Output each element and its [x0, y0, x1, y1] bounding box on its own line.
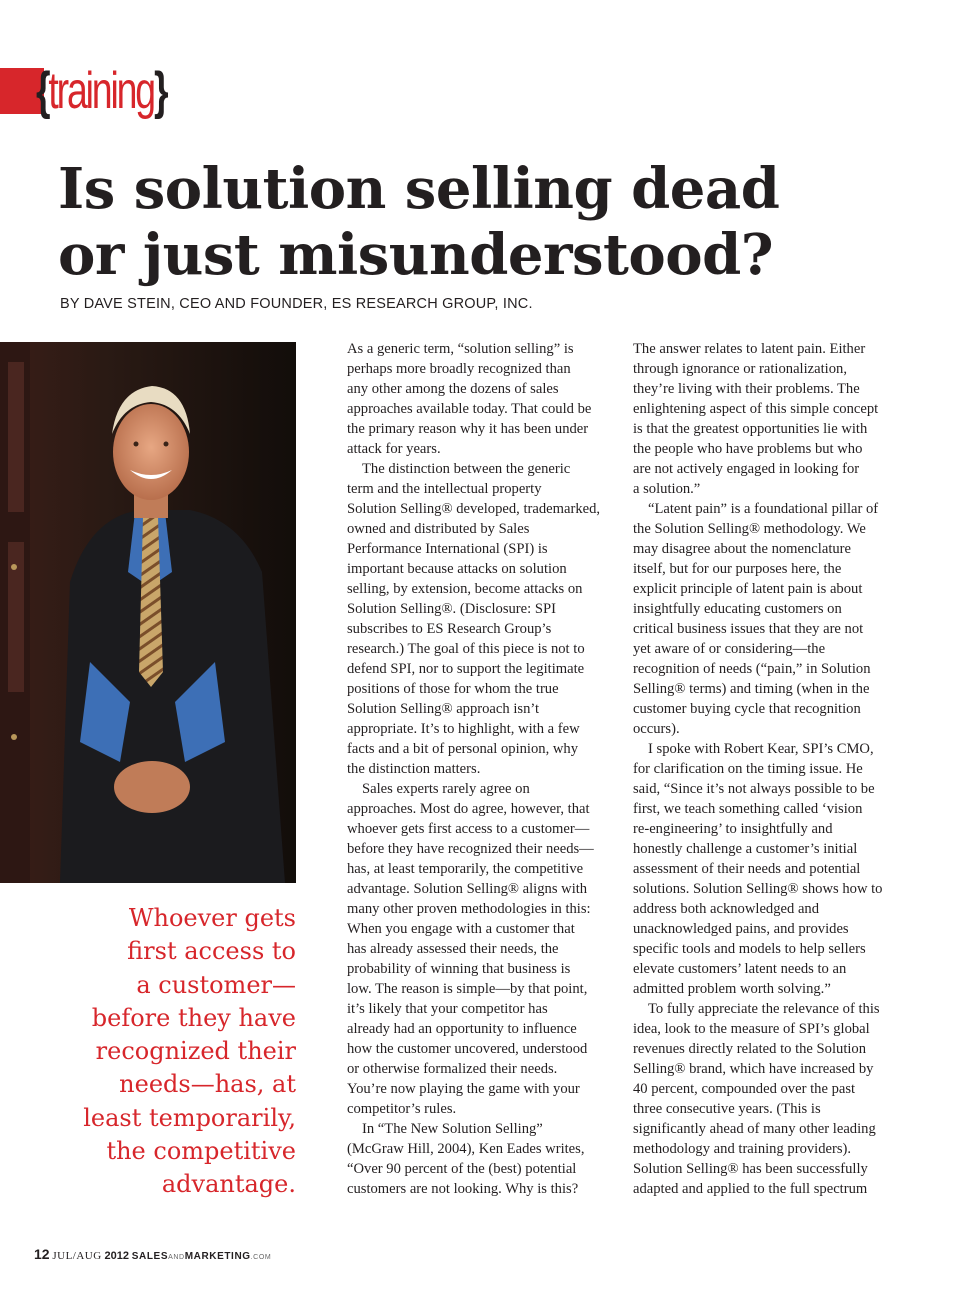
- text-line: already had an opportunity to influence: [347, 1021, 577, 1037]
- text-line: low. The reason is simple—by that point,: [347, 981, 588, 997]
- pull-quote-line: least temporarily,: [83, 1103, 296, 1132]
- text-line: how the customer uncovered, understood: [347, 1041, 588, 1057]
- text-line: customers are not looking. Why is this?: [347, 1181, 579, 1197]
- text-line: are not actively engaged in looking for: [633, 461, 860, 477]
- text-line: As a generic term, “solution selling” is: [347, 341, 574, 357]
- text-line: assessment of their needs and potential: [633, 861, 861, 877]
- text-line: or otherwise formalized their needs.: [347, 1061, 558, 1077]
- text-line: yet aware of or considering—the: [633, 641, 826, 657]
- text-line: first, we teach something called ‘vision: [633, 801, 863, 817]
- text-line: it’s likely that your competitor has: [347, 1001, 548, 1017]
- text-line: explicit principle of latent pain is about: [633, 581, 863, 597]
- text-line: address both acknowledged and: [633, 901, 820, 917]
- text-line: said, “Since it’s not always possible to be: [633, 781, 875, 797]
- byline: BY DAVE STEIN, CEO AND FOUNDER, ES RESEARCH GROUP, INC.: [60, 296, 533, 312]
- text-line: term and the intellectual property: [347, 481, 542, 497]
- headline-line: Is solution selling dead: [58, 156, 780, 222]
- text-line: Performance International (SPI) is: [347, 541, 548, 557]
- text-line: important because attacks on solution: [347, 561, 567, 577]
- text-line: approaches. Most do agree, however, that: [347, 801, 590, 817]
- text-line: probability of winning that business is: [347, 961, 571, 977]
- text-line: idea, look to the measure of SPI’s global: [633, 1021, 870, 1037]
- text-line: I spoke with Robert Kear, SPI’s CMO,: [648, 741, 874, 757]
- text-line: Solution Selling® approach isn’t: [347, 701, 540, 717]
- text-line: revenues directly related to the Solution: [633, 1041, 867, 1057]
- text-line: before they have recognized their needs—: [347, 841, 594, 857]
- pull-quote-line: advantage.: [161, 1170, 296, 1199]
- pull-quote-line: a customer—: [136, 970, 296, 999]
- text-line: attack for years.: [347, 441, 441, 457]
- text-line: The distinction between the generic: [362, 461, 571, 477]
- author-photo: [0, 342, 296, 883]
- text-line: honestly challenge a customer’s initial: [633, 841, 858, 857]
- text-line: To fully appreciate the relevance of this: [648, 1001, 880, 1017]
- text-line: the primary reason why it has been under: [347, 421, 589, 437]
- text-line: the Solution Selling® methodology. We: [633, 521, 866, 537]
- pull-quote-line: needs—has, at: [119, 1070, 296, 1099]
- pull-quote: [50, 902, 296, 1202]
- section-label-text: training: [48, 62, 154, 120]
- body-paragraph: [633, 499, 909, 739]
- text-line: You’re now playing the game with your: [347, 1081, 580, 1097]
- page-number: 12: [34, 1246, 50, 1262]
- pull-quote-line: first access to: [127, 937, 296, 966]
- text-line: insightfully educating customers on: [633, 601, 842, 617]
- text-line: Solution Selling® developed, trademarked,: [347, 501, 601, 517]
- text-line: perhaps more broadly recognized than: [347, 361, 571, 377]
- section-close-bracket: }: [153, 62, 167, 120]
- text-line: appropriate. It’s to highlight, with a few: [347, 721, 580, 737]
- text-line: many other proven methodologies in this:: [347, 901, 591, 917]
- text-line: has already assessed their needs, the: [347, 941, 559, 957]
- pull-quote-line: Whoever gets: [128, 904, 296, 932]
- pull-quote-line: before they have: [91, 1003, 296, 1032]
- text-line: whoever gets first access to a customer—: [347, 821, 590, 837]
- text-line: subscribes to ES Research Group’s: [347, 621, 552, 637]
- text-line: specific tools and models to help sellers: [633, 941, 866, 957]
- body-paragraph: [633, 739, 909, 999]
- body-column-1: [347, 339, 623, 1199]
- text-line: The answer relates to latent pain. Either: [633, 341, 866, 357]
- text-line: Solution Selling®. (Disclosure: SPI: [347, 601, 556, 617]
- text-line: defend SPI, nor to support the legitimate: [347, 661, 585, 677]
- text-line: recognition of needs (“pain,” in Solution: [633, 661, 871, 677]
- text-line: “Over 90 percent of the (best) potential: [347, 1161, 577, 1177]
- text-line: Selling® brand, which have increased by: [633, 1061, 874, 1077]
- body-column-2: [633, 339, 909, 1199]
- body-paragraph: [347, 779, 623, 1119]
- text-line: any other among the dozens of sales: [347, 381, 559, 397]
- text-line: significantly ahead of many other leading: [633, 1121, 876, 1137]
- text-line: facts and a bit of personal opinion, why: [347, 741, 579, 757]
- text-line: solutions. Solution Selling® shows how to: [633, 881, 883, 897]
- text-line: is that the greatest opportunities lie with: [633, 421, 868, 437]
- text-line: (McGraw Hill, 2004), Ken Eades writes,: [347, 1141, 585, 1157]
- text-line: positions of those for whom the true: [347, 681, 559, 697]
- text-line: When you engage with a customer that: [347, 921, 575, 937]
- issue-year: 2012: [104, 1250, 129, 1262]
- issue-date: JUL/AUG: [52, 1250, 102, 1262]
- text-line: the distinction matters.: [347, 761, 481, 777]
- pull-quote-line: recognized their: [95, 1037, 296, 1066]
- text-line: competitor’s rules.: [347, 1101, 457, 1117]
- text-line: In “The New Solution Selling”: [362, 1121, 543, 1137]
- text-line: through ignorance or rationalization,: [633, 361, 847, 377]
- text-line: itself, but for our purposes here, the: [633, 561, 842, 577]
- text-line: unacknowledged pains, and provides: [633, 921, 849, 937]
- text-line: Sales experts rarely agree on: [362, 781, 530, 797]
- text-line: 40 percent, compounded over the past: [633, 1081, 856, 1097]
- text-line: advantage. Solution Selling® aligns with: [347, 881, 588, 897]
- text-line: may disagree about the nomenclature: [633, 541, 852, 557]
- text-line: re-engineering’ to insightfully and: [633, 821, 833, 837]
- pull-quote-line: the competitive: [106, 1137, 296, 1166]
- text-line: approaches available today. That could be: [347, 401, 592, 417]
- text-line: three consecutive years. (This is: [633, 1101, 821, 1117]
- text-line: critical business issues that they are not: [633, 621, 864, 637]
- text-line: methodology and training providers).: [633, 1141, 852, 1157]
- text-line: for clarification on the timing issue. He: [633, 761, 863, 777]
- text-line: enlightening aspect of this simple concept: [633, 401, 879, 417]
- body-paragraph: [347, 339, 623, 459]
- section-label: [36, 58, 166, 124]
- text-line: Solution Selling® has been successfully: [633, 1161, 868, 1177]
- text-line: adapted and applied to the full spectrum: [633, 1181, 868, 1197]
- text-line: Selling® terms) and timing (when in the: [633, 681, 870, 697]
- publication-brand: SALESANDMARKETING.COM: [131, 1251, 272, 1262]
- headline-line: or just misunderstood?: [58, 222, 774, 288]
- text-line: “Latent pain” is a foundational pillar of: [648, 501, 879, 517]
- body-paragraph: [633, 339, 909, 499]
- section-open-bracket: {: [36, 62, 49, 120]
- text-line: occurs).: [633, 721, 680, 737]
- text-line: has, at least temporarily, the competitive: [347, 861, 584, 877]
- text-line: admitted problem worth solving.”: [633, 981, 831, 997]
- body-paragraph: [347, 1119, 623, 1199]
- headline: [58, 156, 938, 288]
- body-paragraph: [347, 459, 623, 779]
- text-line: customer buying cycle that recognition: [633, 701, 861, 717]
- text-line: they’re living with their problems. The: [633, 381, 860, 397]
- text-line: the people who have problems but who: [633, 441, 863, 457]
- text-line: a solution.”: [633, 481, 701, 497]
- body-paragraph: [633, 999, 909, 1199]
- text-line: selling, by extension, become attacks on: [347, 581, 583, 597]
- page-footer: [34, 1246, 271, 1262]
- text-line: owned and distributed by Sales: [347, 521, 530, 537]
- text-line: elevate customers’ latent needs to an: [633, 961, 847, 977]
- text-line: research.) The goal of this piece is not to: [347, 641, 585, 657]
